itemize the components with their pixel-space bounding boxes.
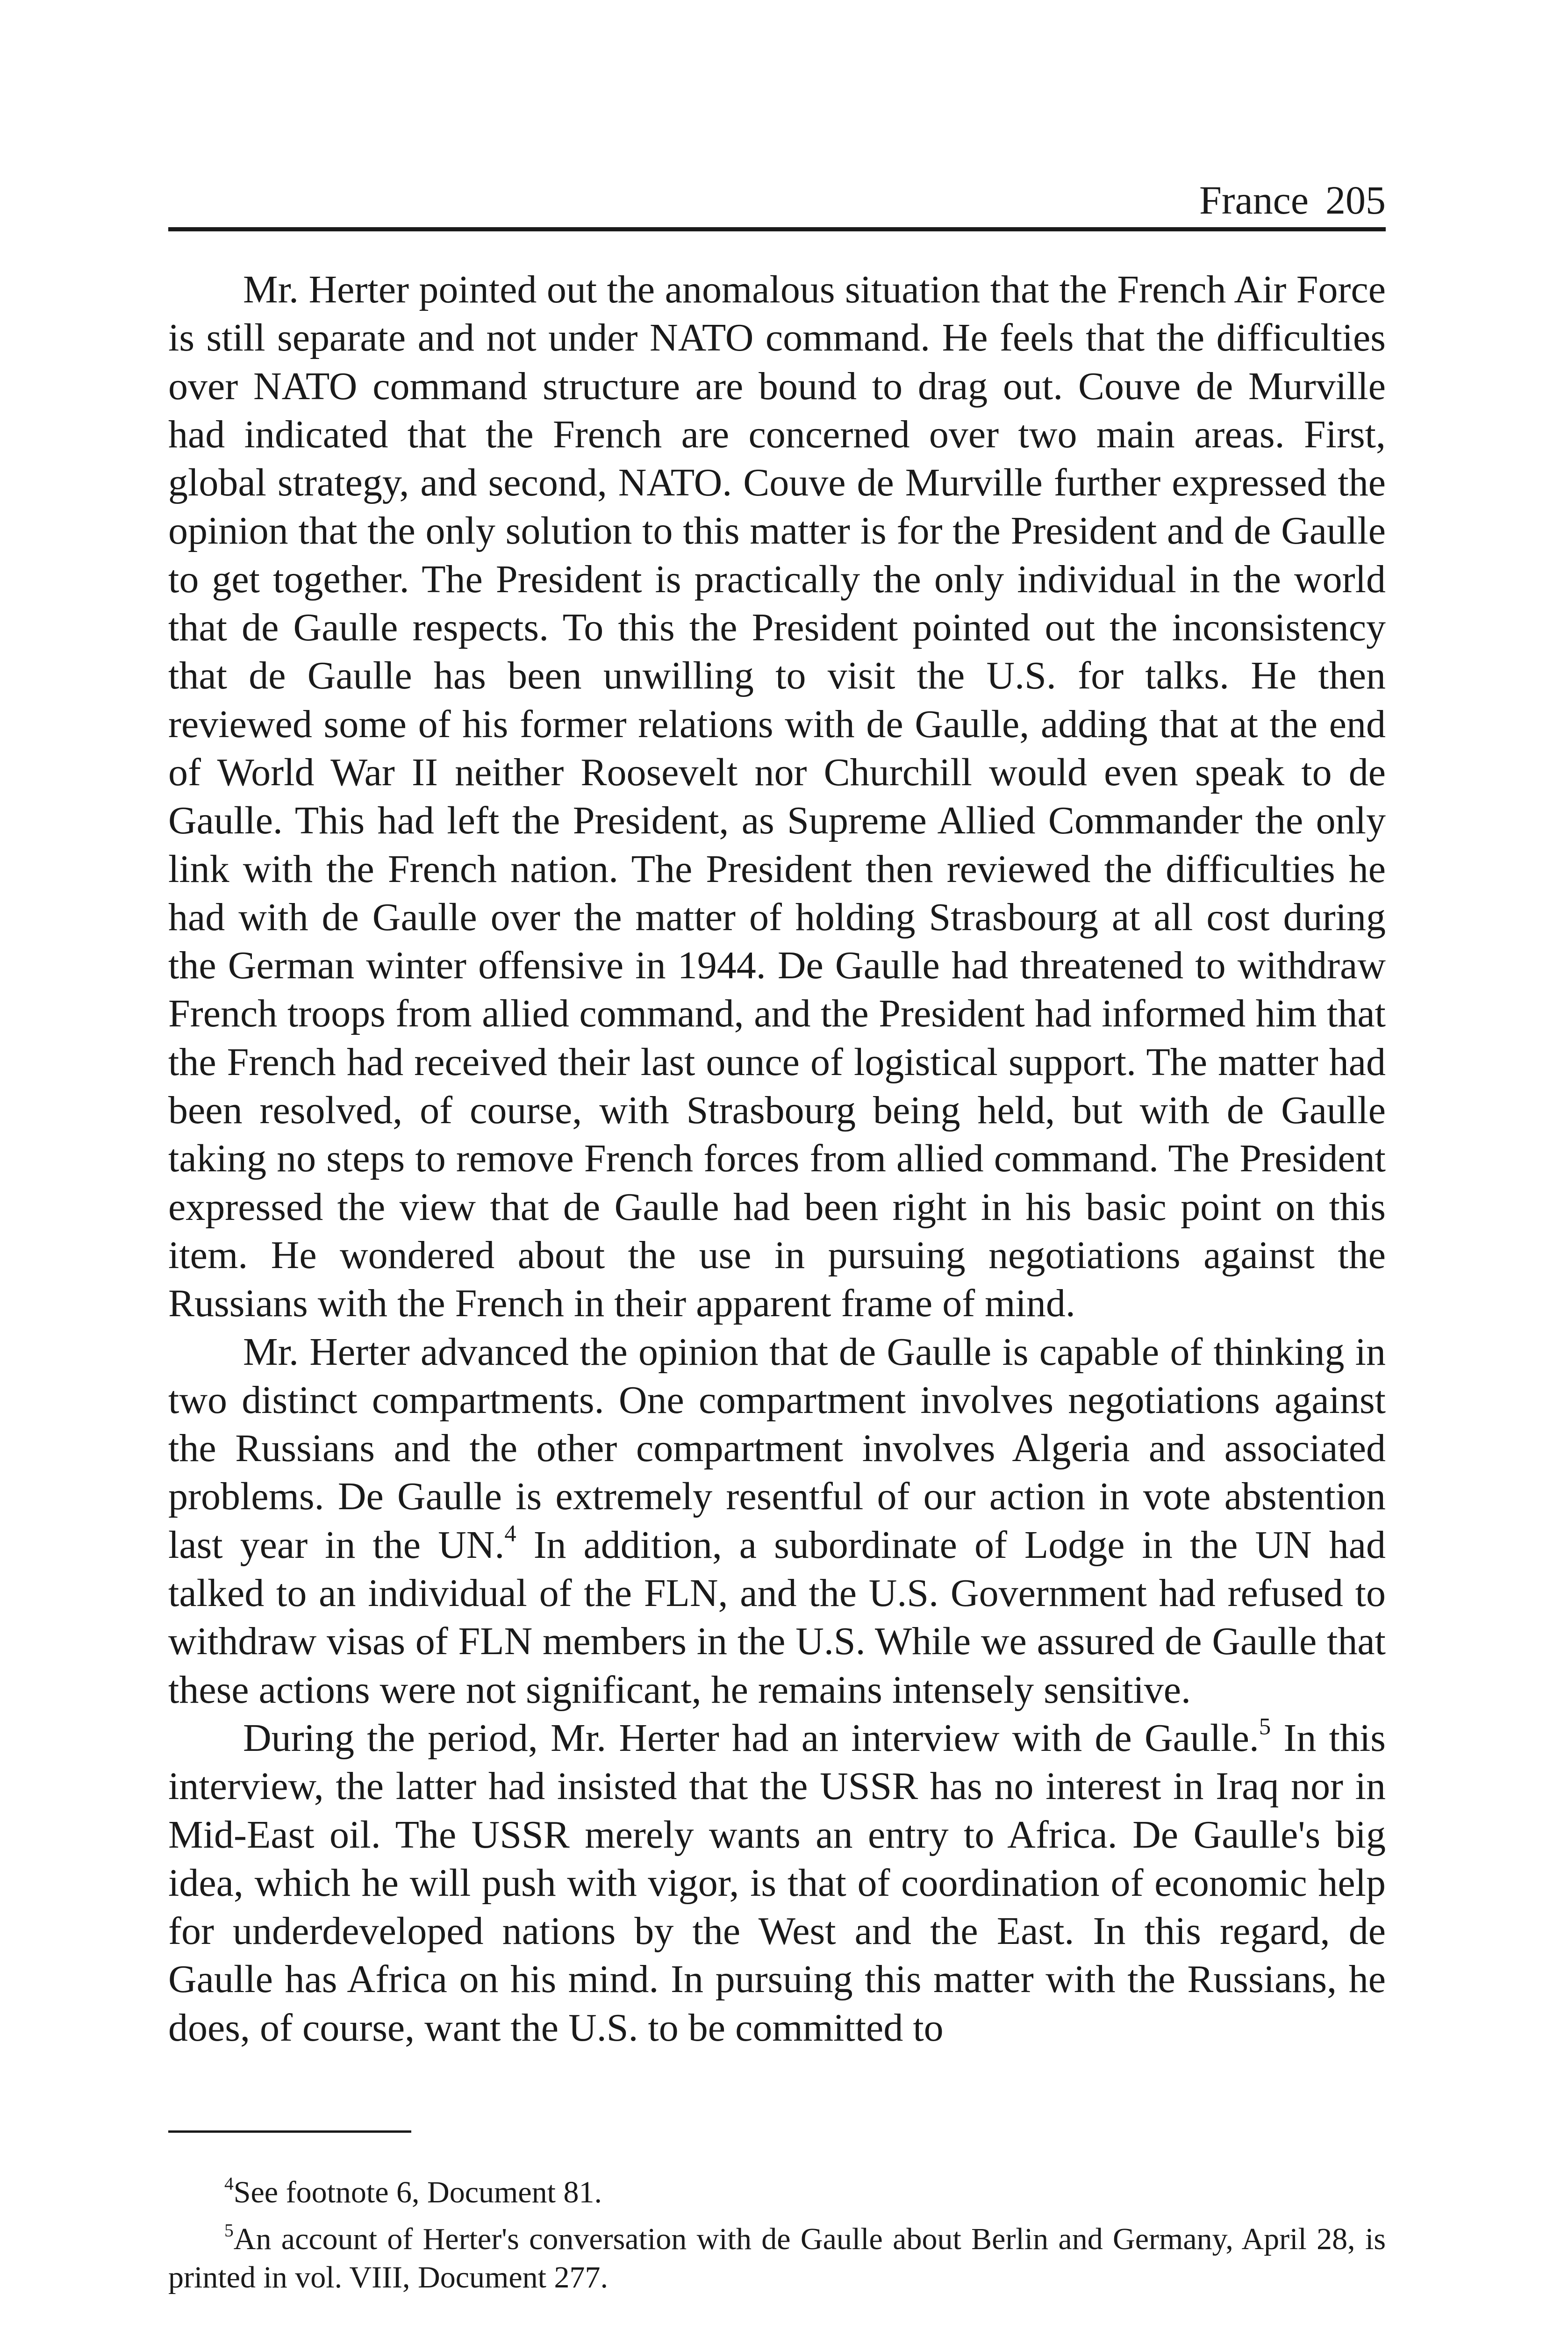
- running-title: France: [1199, 178, 1309, 222]
- header-rule: [168, 227, 1386, 231]
- footnote-text: See footnote 6, Document 81.: [233, 2175, 602, 2209]
- paragraph-text: In this interview, the latter had insisted that the USSR has no interest in Iraq nor in Mid-East oil. The USSR merely wants an entry to Africa. De Gaulle's big idea, which he will push with vigor, is that of coordination of economic help for underdeveloped nations by the West and the East. In this regard, de Gaulle has Africa on his mind. In pursuing this matter with the Russians, he does, of course, want the U.S. to be committed to: [168, 1716, 1386, 2050]
- body-text: [168, 265, 1386, 2052]
- paragraph-text: During the period, Mr. Herter had an interview with de Gaulle.: [243, 1716, 1259, 1760]
- footnote-4: [168, 2173, 1386, 2212]
- paragraph-text: In addition, a subordinate of Lodge in the UN had talked to an individual of the FLN, and the U.S. Government had refused to withdraw visas of FLN members in the U.S. While we assured de Gaulle that these actions were not significant, he remains intensely sensitive.: [168, 1523, 1386, 1712]
- footnote-ref-5[interactable]: 5: [1259, 1713, 1271, 1740]
- page-number: 205: [1325, 178, 1386, 222]
- paragraph-text: Mr. Herter pointed out the anomalous situation that the French Air Force is still separate and not under NATO command. He feels that the difficulties over NATO command structure are bound to drag out. Couve de Murville had indicated that the French are concerned over two main areas. First, global strategy, and second, NATO. Couve de Murville further expressed the opinion that the only solution to this matter is for the President and de Gaulle to get together. The President is practically the only individual in the world that de Gaulle respects. To this the President pointed out the inconsistency that de Gaulle has been unwilling to visit the U.S. for talks. He then reviewed some of his former relations with de Gaulle, adding that at the end of World War II neither Roosevelt nor Churchill would even speak to de Gaulle. This had left the President, as Supreme Allied Commander the only link with the French nation. The President then reviewed the difficulties he had with de Gaulle over the matter of holding Strasbourg at all cost during the German winter offensive in 1944. De Gaulle had threatened to withdraw French troops from allied command, and the President had informed him that the French had received their last ounce of logistical support. The matter had been resolved, of course, with Strasbourg being held, but with de Gaulle taking no steps to remove French forces from allied command. The President expressed the view that de Gaulle had been right in his basic point on this item. He wondered about the use in pursuing negotiations against the Russians with the French in their apparent frame of mind.: [168, 268, 1386, 1326]
- footnote-rule: [168, 2130, 411, 2133]
- footnote-5: [168, 2220, 1386, 2297]
- footnote-ref-4[interactable]: 4: [504, 1520, 516, 1547]
- paragraph-3: [168, 1714, 1386, 2052]
- running-head: [168, 172, 1386, 228]
- footnote-text: An account of Herter's conversation with de Gaulle about Berlin and Germany, April 28, is printed in vol. VIII, Document 277.: [168, 2222, 1386, 2294]
- footnotes: [168, 2173, 1386, 2305]
- paragraph-text: Mr. Herter advanced the opinion that de Gaulle is capable of thinking in two distinct compartments. One compartment involves negotiations against the Russians and the other compartment involves Algeria and associated problems. De Gaulle is extremely resentful of our action in vote abstention last year in the UN.: [168, 1330, 1386, 1567]
- footnote-number: 5: [224, 2220, 234, 2241]
- footnote-number: 4: [224, 2173, 234, 2194]
- paragraph-1: [168, 265, 1386, 1328]
- paragraph-2: [168, 1328, 1386, 1714]
